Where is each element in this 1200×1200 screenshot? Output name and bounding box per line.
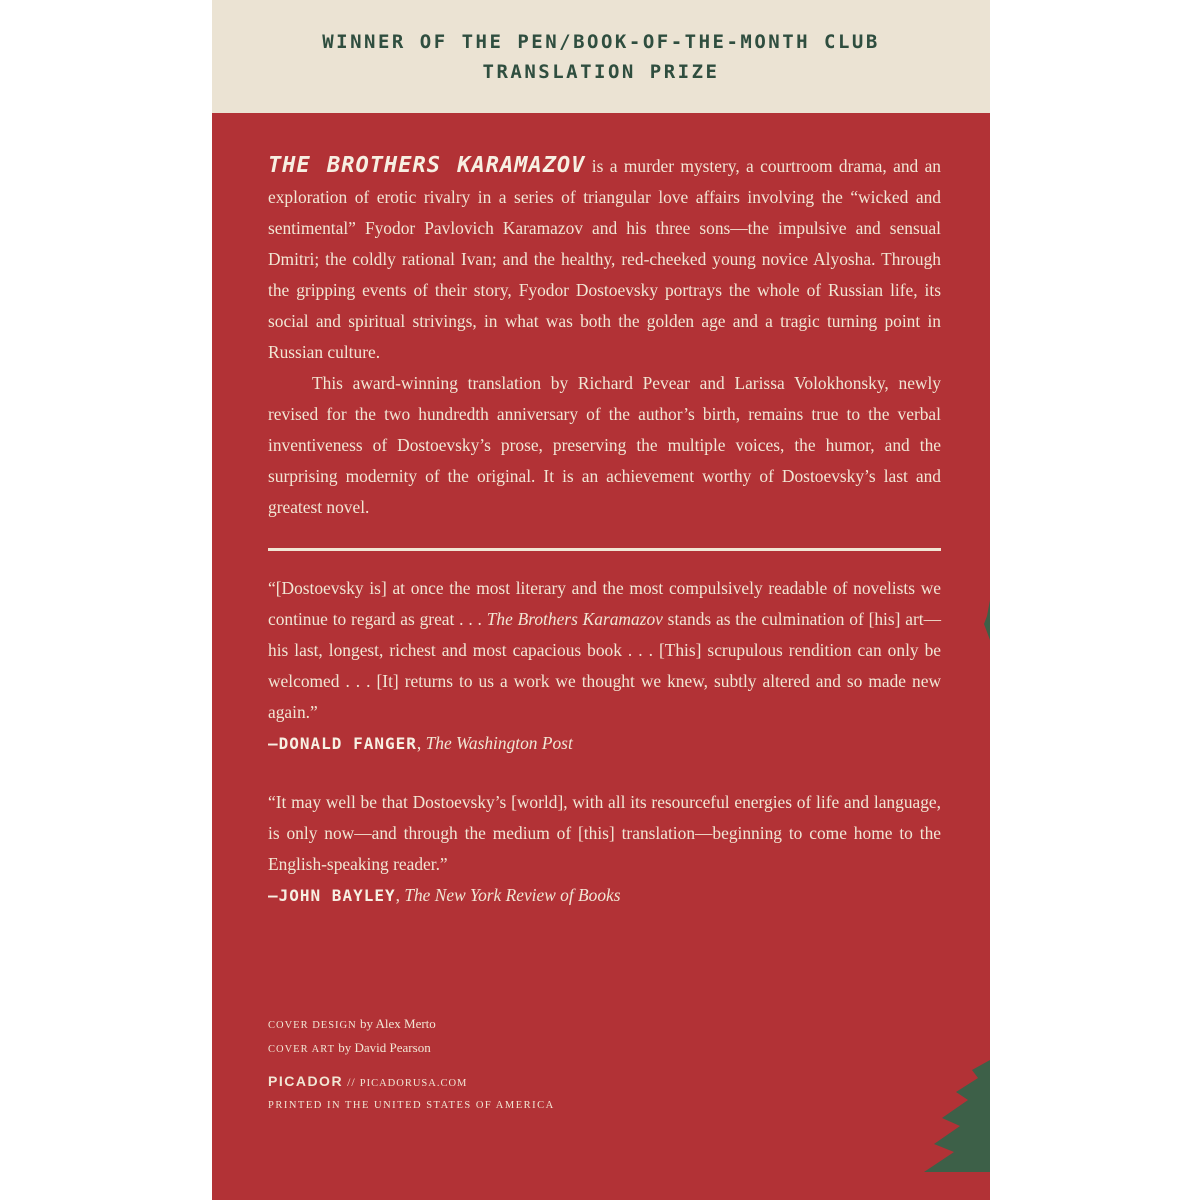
award-line-1: WINNER OF THE PEN/BOOK-OF-THE-MONTH CLUB	[322, 30, 880, 53]
cover-art-label: COVER ART	[268, 1044, 336, 1055]
attribution-1-dash: —	[268, 734, 279, 753]
award-banner	[212, 0, 990, 113]
publisher-logo: PICADOR	[268, 1073, 344, 1089]
quote-1-text-end: stands as the culmination of [his] art—his last, longest, richest and most capacious book . . . [This] scrupulous rendition can only be welcomed . . . [It] returns to us a work we thought we knew, subtly altered and so made new again.”	[268, 609, 942, 722]
book-title: THE BROTHERS KARAMAZOV	[268, 153, 586, 178]
publisher-separator: //	[343, 1075, 360, 1089]
publisher-line	[268, 1070, 868, 1095]
cover-design-name: by Alex Merto	[356, 1016, 436, 1031]
cover-copy	[268, 150, 941, 911]
description-paragraph-1-text: is a murder mystery, a courtroom drama, and an exploration of erotic rivalry in a series of triangular love affairs involving the “wicked and sentimental” Fyodor Pavlovich Karamazov and his three sons—the impulsive and sensual Dmitri; the coldly rational Ivan; and the healthy, red-cheeked young novice Alyosha. Through the gripping events of their story, Fyodor Dostoevsky portrays the whole of Russian life, its social and spiritual strivings, in what was both the golden age and a tragic turning point in Russian culture.	[268, 156, 941, 362]
attribution-1-separator: ,	[416, 733, 426, 753]
attribution-2-dash: —	[268, 886, 279, 905]
printed-in-line: PRINTED IN THE UNITED STATES OF AMERICA	[268, 1100, 555, 1111]
description-paragraph-1	[268, 150, 941, 368]
section-divider	[268, 548, 941, 551]
review-quote-2	[268, 787, 941, 880]
quote-1-italic-title: The Brothers Karamazov	[486, 609, 663, 629]
cover-art-name: by David Pearson	[335, 1040, 431, 1055]
attribution-2-separator: ,	[395, 885, 405, 905]
publisher-url: PICADORUSA.COM	[359, 1078, 468, 1089]
cover-credits	[268, 1013, 868, 1117]
cover-art-edge-icon	[978, 600, 990, 640]
quote-spacer	[268, 759, 941, 787]
review-attribution-1	[268, 728, 941, 759]
cover-art-credit	[268, 1037, 868, 1061]
reviewer-1-source: The Washington Post	[425, 733, 573, 753]
cover-design-label: COVER DESIGN	[268, 1020, 357, 1031]
award-line-2: TRANSLATION PRIZE	[482, 60, 720, 83]
reviewer-1-name: DONALD FANGER	[278, 734, 417, 753]
review-quote-1	[268, 573, 941, 728]
cover-design-credit	[268, 1013, 868, 1037]
review-attribution-2	[268, 880, 941, 911]
reviewer-2-name: JOHN BAYLEY	[278, 886, 396, 905]
back-cover	[212, 0, 990, 1200]
reviewer-2-source: The New York Review of Books	[404, 885, 621, 905]
description-paragraph-2: This award-winning translation by Richard Pevear and Larissa Volokhonsky, newly revised for the two hundredth anniversary of the author’s birth, remains true to the verbal inventiveness of Dostoevsky’s prose, preserving the multiple voices, the humor, and the surprising modernity of the original. It is an achievement worthy of Dostoevsky’s last and greatest novel.	[268, 373, 941, 517]
tree-art-icon	[920, 1060, 990, 1200]
quote-1-text-start: “[Dostoevsky is] at once the most literary and the most compulsively readable of novelists we continue to regard as great . . .	[268, 578, 941, 629]
quote-2-text: “It may well be that Dostoevsky’s [world], with all its resourceful energies of life and language, is only now—and through the medium of [this] translation—beginning to come home to the English-speaking reader.”	[268, 792, 941, 874]
